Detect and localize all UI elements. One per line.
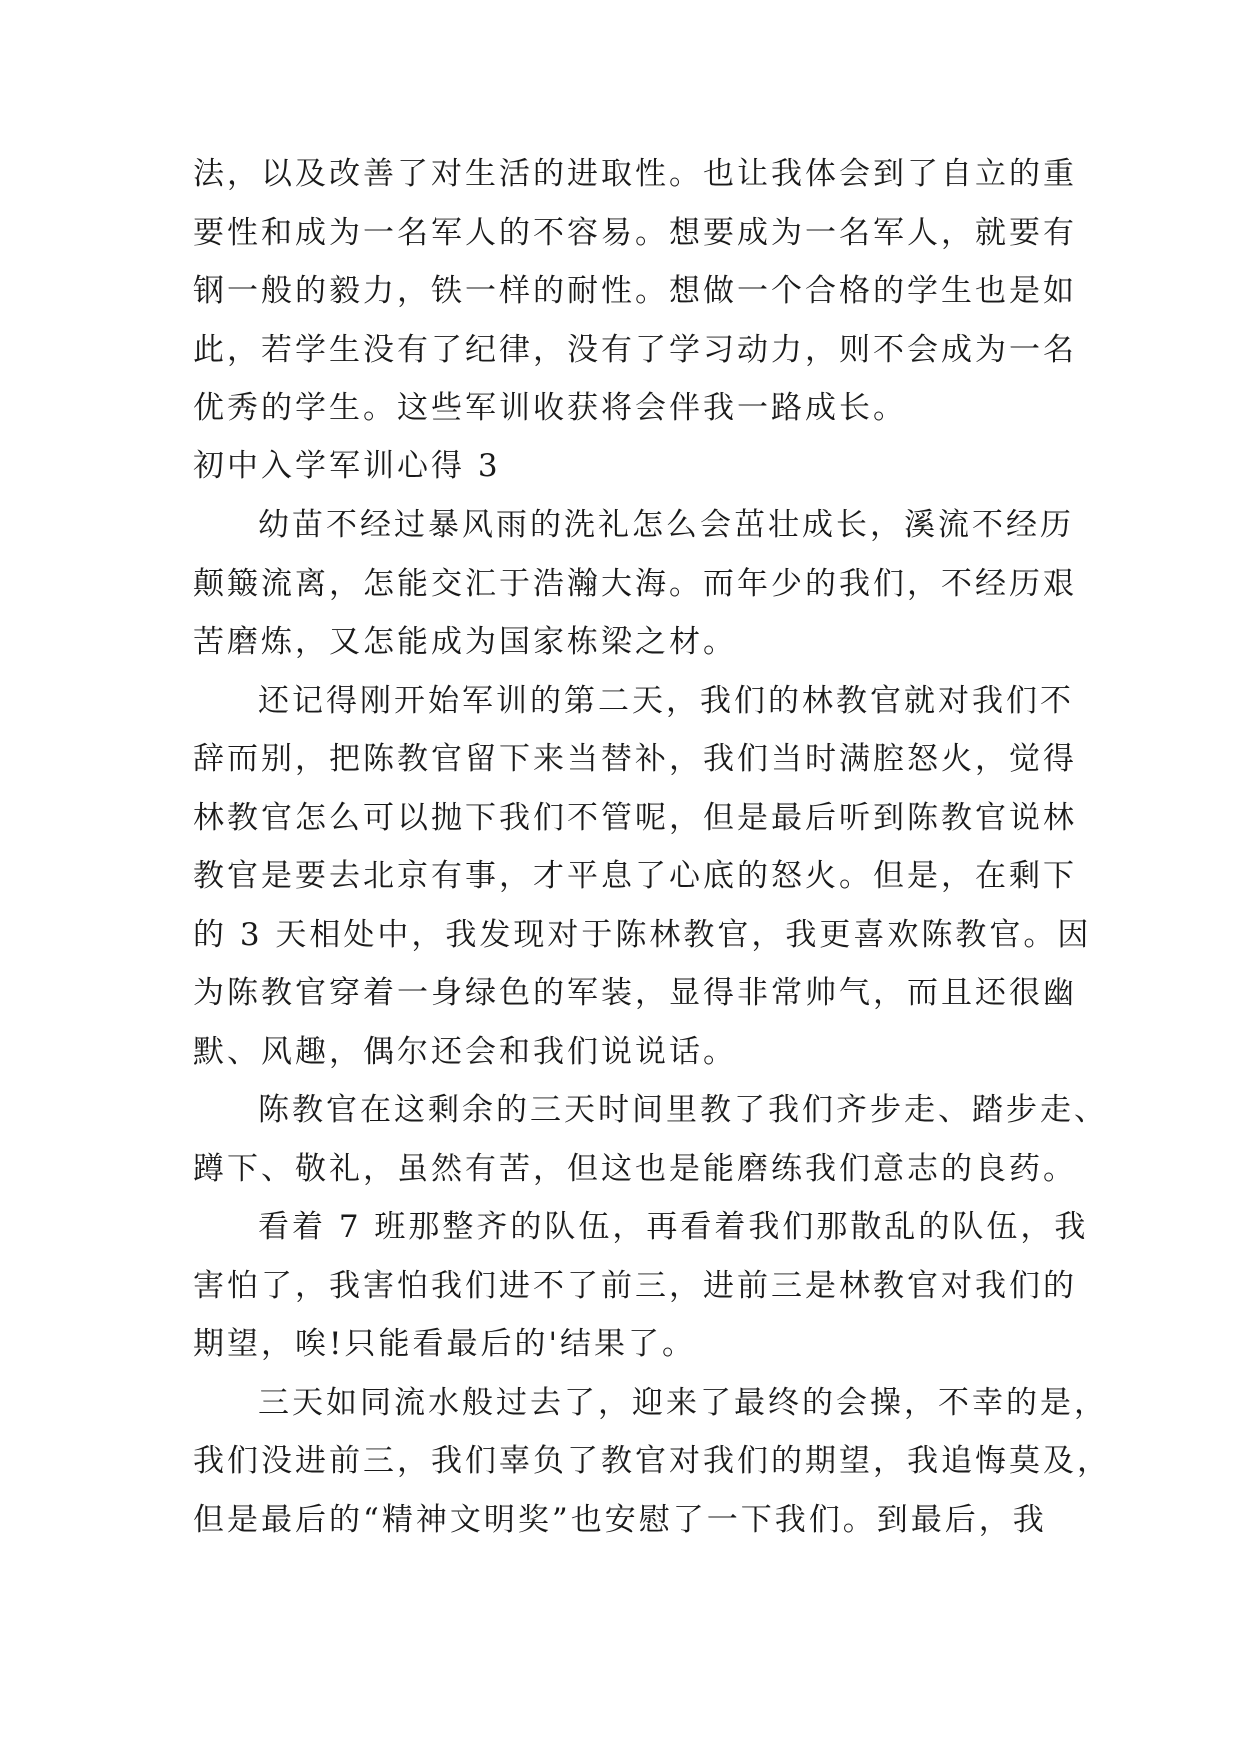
text-line: 期望，唉!只能看最后的'结果了。: [193, 1326, 696, 1362]
text-line: 还记得刚开始军训的第二天，我们的林教官就对我们不: [258, 683, 1074, 719]
text-line: 法，以及改善了对生活的进取性。也让我体会到了自立的重: [193, 156, 1077, 192]
text-line: 蹲下、敬礼，虽然有苦，但这也是能磨练我们意志的良药。: [193, 1151, 1077, 1187]
text-line: 幼苗不经过暴风雨的洗礼怎么会茁壮成长，溪流不经历: [258, 507, 1074, 543]
text-line: 苦磨炼，又怎能成为国家栋梁之材。: [193, 624, 737, 660]
text-line: 陈教官在这剩余的三天时间里教了我们齐步走、踏步走、: [258, 1092, 1108, 1128]
text-line: 辞而别，把陈教官留下来当替补，我们当时满腔怒火，觉得: [193, 741, 1077, 777]
text-line: 颠簸流离，怎能交汇于浩瀚大海。而年少的我们，不经历艰: [193, 566, 1077, 602]
text-line: 我们没进前三，我们辜负了教官对我们的期望，我追悔莫及，: [193, 1443, 1111, 1479]
text-line: 优秀的学生。这些军训收获将会伴我一路成长。: [193, 390, 907, 426]
text-line: 的 3 天相处中，我发现对于陈林教官，我更喜欢陈教官。因: [193, 917, 1092, 953]
text-line: 钢一般的毅力，铁一样的耐性。想做一个合格的学生也是如: [193, 273, 1077, 309]
text-line: 教官是要去北京有事，才平息了心底的怒火。但是，在剩下: [193, 858, 1077, 894]
section-heading: 初中入学军训心得 3: [193, 448, 501, 484]
text-line: 要性和成为一名军人的不容易。想要成为一名军人，就要有: [193, 215, 1077, 251]
text-line: 害怕了，我害怕我们进不了前三，进前三是林教官对我们的: [193, 1268, 1077, 1304]
text-line: 但是最后的“精神文明奖”也安慰了一下我们。到最后，我: [193, 1502, 1047, 1538]
text-line: 三天如同流水般过去了，迎来了最终的会操，不幸的是，: [258, 1385, 1108, 1421]
text-line: 为陈教官穿着一身绿色的军装，显得非常帅气，而且还很幽: [193, 975, 1077, 1011]
text-line: 看着 7 班那整齐的队伍，再看着我们那散乱的队伍，我: [258, 1209, 1089, 1245]
text-line: 默、风趣，偶尔还会和我们说说话。: [193, 1034, 737, 1070]
text-line: 林教官怎么可以抛下我们不管呢，但是最后听到陈教官说林: [193, 800, 1077, 836]
text-line: 此，若学生没有了纪律，没有了学习动力，则不会成为一名: [193, 332, 1077, 368]
